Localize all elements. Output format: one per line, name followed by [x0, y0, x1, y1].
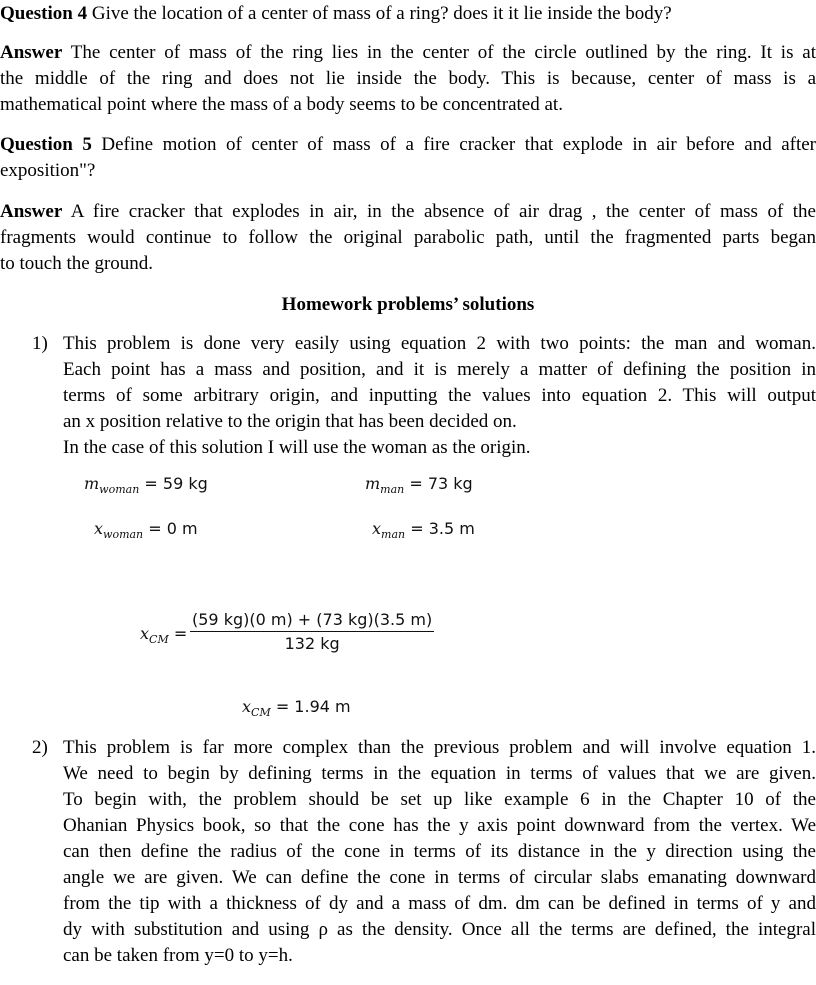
problem-1-line-3: terms of some arbitrary origin, and inputting the values into equation 2. This will output — [63, 385, 816, 406]
problem-1-line-5: In the case of this solution I will use the woman as the origin. — [63, 437, 531, 458]
problem-2-line-3: To begin with, the problem should be set up like example 6 in the Chapter 10 of the — [63, 789, 816, 810]
problem-2-line-5: can then define the radius of the cone in terms of its distance in the y direction using the — [63, 841, 816, 862]
problem-2-line-1: This problem is far more complex than the previous problem and will involve equation 1. — [63, 737, 816, 758]
problem-2-number: 2) — [32, 737, 48, 758]
answer-5-line-3: to touch the ground. — [0, 253, 154, 274]
homework-heading: Homework problems’ solutions — [281, 294, 535, 315]
eq-symbol: x — [242, 697, 252, 716]
question-4 — [0, 1, 816, 27]
eq-subscript: man — [380, 483, 405, 497]
question-4-text: Give the location of a center of mass of a ring? does it it lie inside the body? — [91, 3, 672, 24]
problem-2-line-8: dy with substitution and using ρ as the density. Once all the terms are defined, the integral — [63, 919, 816, 940]
answer-4-line-2: the middle of the ring and does not lie inside the body. This is because, center of mass is a — [0, 68, 816, 89]
eq-value: = 1.94 m — [275, 697, 351, 716]
eq-symbol: x — [372, 519, 382, 538]
question-5-line-2: exposition"? — [0, 160, 96, 181]
problem-1-line-4: an x position relative to the origin that has been decided on. — [63, 411, 517, 432]
eq-value: = 3.5 m — [410, 519, 475, 538]
equation-m-woman — [84, 474, 208, 496]
answer-5-line-2: fragments would continue to follow the original parabolic path, until the fragmented parts began — [0, 227, 816, 248]
answer-5-label: Answer — [0, 201, 63, 222]
answer-5-line-1: A fire cracker that explodes in air, in the absence of air drag , the center of mass of the — [70, 201, 816, 222]
eq-symbol: x — [94, 519, 104, 538]
eq-value: = 59 kg — [144, 474, 208, 493]
problem-2-line-7: from the tip with a thickness of dy and a mass of dm. dm can be defined in terms of y and — [63, 893, 816, 914]
question-5 — [0, 132, 816, 184]
eq-subscript: CM — [251, 706, 271, 720]
eq-value: = 73 kg — [409, 474, 473, 493]
equation-xcm-fraction — [190, 610, 434, 653]
eq-symbol: m — [365, 474, 381, 493]
question-5-line-1: Define motion of center of mass of a fire cracker that explode in air before and after — [101, 134, 816, 155]
eq-equals: = — [173, 624, 188, 643]
eq-subscript: CM — [149, 633, 169, 647]
problem-1-number: 1) — [32, 333, 48, 354]
problem-1-line-1: This problem is done very easily using equation 2 with two points: the man and woman. — [63, 333, 816, 354]
problem-2-line-4: Ohanian Physics book, so that the cone has the y axis point downward from the vertex. We — [63, 815, 816, 836]
problem-1-line-2: Each point has a mass and position, and it is merely a matter of defining the position in — [63, 359, 816, 380]
eq-value: = 0 m — [148, 519, 198, 538]
equation-x-man — [372, 519, 475, 541]
eq-symbol: x — [140, 624, 150, 643]
problem-2-line-2: We need to begin by defining terms in the equation in terms of values that we are given. — [63, 763, 816, 784]
answer-4-label: Answer — [0, 42, 63, 63]
eq-subscript: woman — [99, 483, 140, 497]
problem-2-line-9: can be taken from y=0 to y=h. — [63, 945, 293, 966]
question-5-label: Question 5 — [0, 134, 92, 155]
equation-x-woman — [94, 519, 198, 541]
equation-xcm-result — [242, 697, 351, 719]
fraction-denominator: 132 kg — [284, 634, 340, 653]
eq-subscript: man — [381, 528, 406, 542]
eq-subscript: woman — [103, 528, 144, 542]
answer-4-line-3: mathematical point where the mass of a body seems to be concentrated at. — [0, 94, 563, 115]
answer-5 — [0, 199, 816, 277]
fraction-numerator: (59 kg)(0 m) + (73 kg)(3.5 m) — [190, 610, 434, 632]
eq-symbol: m — [84, 474, 100, 493]
question-4-label: Question 4 — [0, 3, 88, 24]
answer-4-line-1: The center of mass of the ring lies in the center of the circle outlined by the ring. It is at — [70, 42, 816, 63]
answer-4 — [0, 40, 816, 118]
equation-m-man — [365, 474, 473, 496]
equation-xcm-lhs — [140, 624, 187, 646]
problem-2-line-6: angle we are given. We can define the cone in terms of circular slabs emanating downward — [63, 867, 816, 888]
